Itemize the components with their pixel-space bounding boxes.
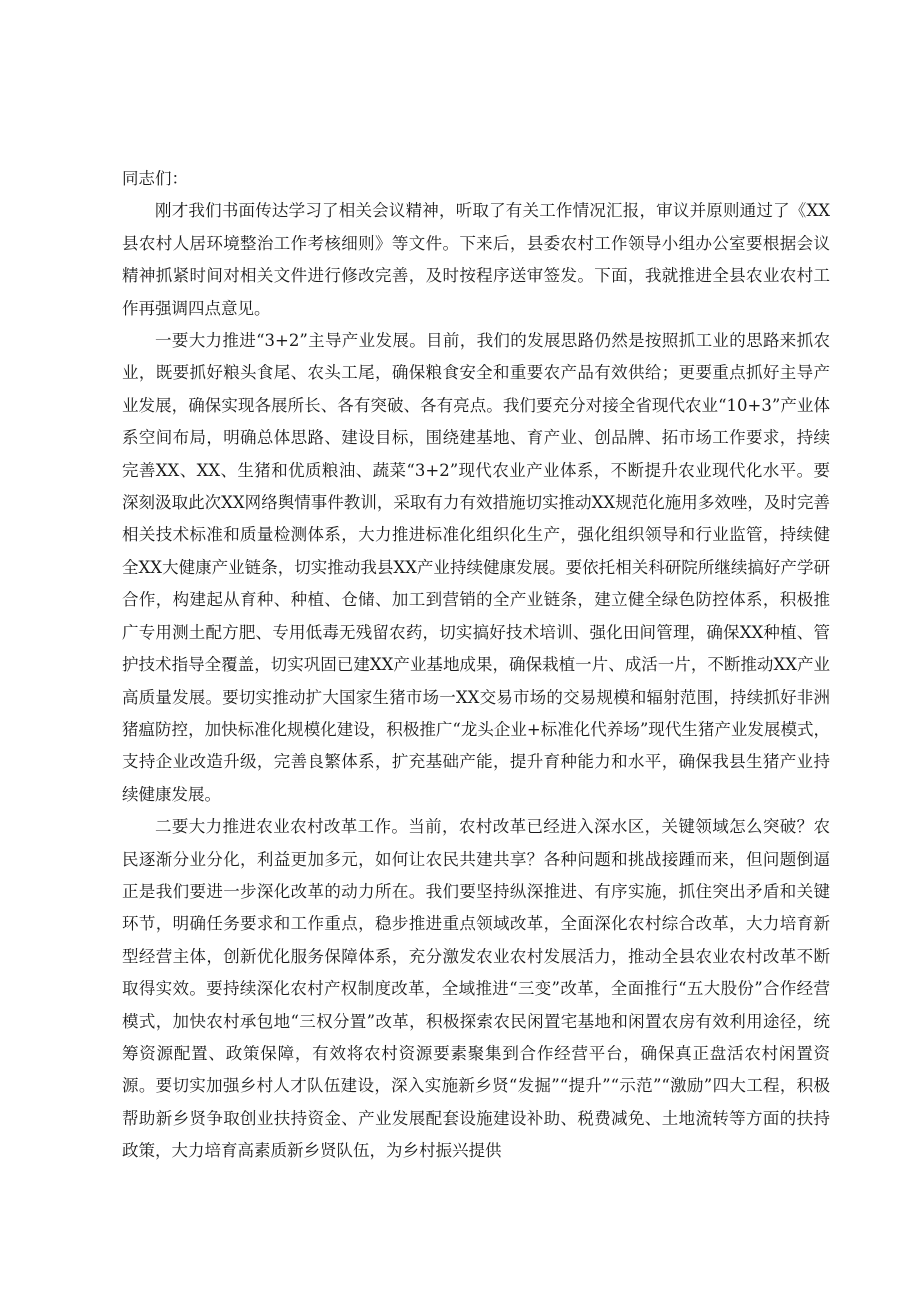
salutation: 同志们： (122, 169, 188, 188)
paragraph-point-two: 二要大力推进农业农村改革工作。当前，农村改革已经进入深水区，关键领域怎么突破？农民逐渐分业分化，利益更加多元，如何让农民共建共享？各种问题和挑战接踵而来，但问题倒逼正是我们要进一步深化改革的动力所在。我们要坚持纵深推进、有序实施，抓住突出矛盾和关键环节，明确任务要求和工作重点，稳步推进重点领域改革，全面深化农村综合改革，大力培育新型经营主体，创新优化服务保障体系，充分激发农业农村发展活力，推动全县农业农村改革不断取得实效。要持续深化农村产权制度改革，全域推进“三变”改革，全面推行“五大股份”合作经营模式，加快农村承包地“三权分置”改革，积极探索农民闲置宅基地和闲置农房有效利用途径，统筹资源配置、政策保障，有效将农村资源要素聚集到合作经营平台，确保真正盘活农村闲置资源。要切实加强乡村人才队伍建设，深入实施新乡贤“发掘”“提升”“示范”“激励”四大工程，积极帮助新乡贤争取创业扶持资金、产业发展配套设施建设补助、税费减免、土地流转等方面的扶持政策，大力培育高素质新乡贤队伍，为乡村振兴提供 (122, 817, 830, 1161)
document-body (122, 163, 830, 1168)
paragraph-intro: 刚才我们书面传达学习了相关会议精神，听取了有关工作情况汇报，审议并原则通过了《XX县农村人居环境整治工作考核细则》等文件。下来后，县委农村工作领导小组办公室要根据会议精神抓紧时间对相关文件进行修改完善，及时按程序送审签发。下面，我就推进全县农业农村工作再强调四点意见。 (122, 201, 830, 318)
paragraph-point-one: 一要大力推进“3+2”主导产业发展。目前，我们的发展思路仍然是按照抓工业的思路来抓农业，既要抓好粮头食尾、农头工尾，确保粮食安全和重要农产品有效供给；更要重点抓好主导产业发展，确保实现各展所长、各有突破、各有亮点。我们要充分对接全省现代农业“10+3”产业体系空间布局，明确总体思路、建设目标，围绕建基地、育产业、创品牌、拓市场工作要求，持续完善XX、XX、生猪和优质粮油、蔬菜“3+2”现代农业产业体系，不断提升农业现代化水平。要深刻汲取此次XX网络舆情事件教训，采取有力有效措施切实推动XX规范化施用多效唑，及时完善相关技术标准和质量检测体系，大力推进标准化组织化生产，强化组织领导和行业监管，持续健全XX大健康产业链条，切实推动我县XX产业持续健康发展。要依托相关科研院所继续搞好产学研合作，构建起从育种、种植、仓储、加工到营销的全产业链条，建立健全绿色防控体系，积极推广专用测土配方肥、专用低毒无残留农药，切实搞好技术培训、强化田间管理，确保XX种植、管护技术指导全覆盖，切实巩固已建XX产业基地成果，确保栽植一片、成活一片，不断推动XX产业高质量发展。要切实推动扩大国家生猪市场一XX交易市场的交易规模和辐射范围，持续抓好非洲猪瘟防控，加快标准化规模化建设，积极推广“龙头企业+标准化代养场”现代生猪产业发展模式，支持企业改造升级，完善良繁体系，扩充基础产能，提升育种能力和水平，确保我县生猪产业持续健康发展。 (122, 331, 830, 804)
